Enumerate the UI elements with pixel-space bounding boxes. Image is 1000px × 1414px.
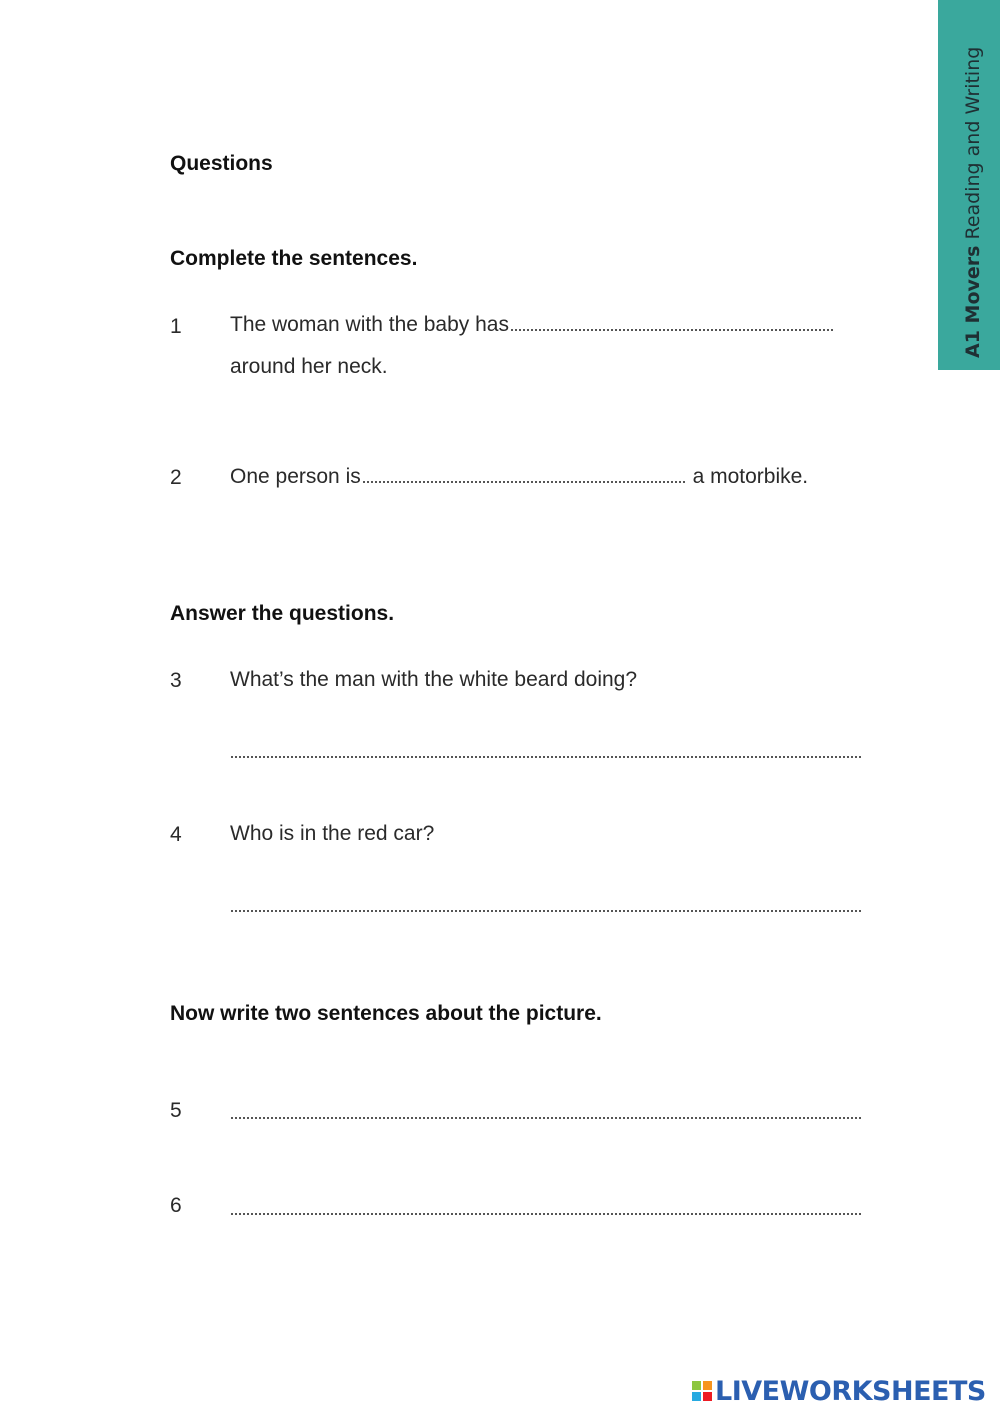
logo-mark-icon	[692, 1381, 712, 1401]
question-number-4: 4	[170, 823, 182, 846]
side-tab-label	[962, 47, 984, 358]
answer-5-line[interactable]	[231, 1117, 861, 1119]
question-2-after: a motorbike.	[692, 465, 809, 488]
section1-instruction: Complete the sentences.	[170, 247, 418, 270]
question-number-1: 1	[170, 315, 182, 338]
answer-1-blank[interactable]	[511, 328, 833, 331]
logo-text: LIVEWORKSHEETS	[715, 1375, 986, 1407]
question-number-6: 6	[170, 1194, 182, 1217]
answer-3-line[interactable]	[231, 756, 861, 758]
question-2-before: One person is	[230, 465, 361, 488]
section2-instruction: Answer the questions.	[170, 602, 395, 625]
side-tab-level: A1 Movers	[962, 245, 984, 358]
question-number-2: 2	[170, 466, 182, 489]
page-title: Questions	[170, 152, 273, 175]
question-number-3: 3	[170, 669, 182, 692]
question-3-text: What’s the man with the white beard doing?	[230, 668, 638, 691]
answer-4-line[interactable]	[231, 910, 861, 912]
question-number-5: 5	[170, 1099, 182, 1122]
liveworksheets-logo	[692, 1374, 986, 1408]
question-4-text: Who is in the red car?	[230, 822, 435, 845]
side-tab-subject: Reading and Writing	[962, 46, 984, 240]
question-1-before: The woman with the baby has	[230, 313, 509, 336]
question-1-continuation: around her neck.	[230, 355, 388, 378]
answer-2-blank[interactable]	[363, 480, 685, 483]
question-2-sentence	[230, 465, 808, 489]
question-1-sentence	[230, 313, 835, 337]
answer-6-line[interactable]	[231, 1213, 861, 1215]
section3-instruction: Now write two sentences about the picture.	[170, 1002, 602, 1025]
